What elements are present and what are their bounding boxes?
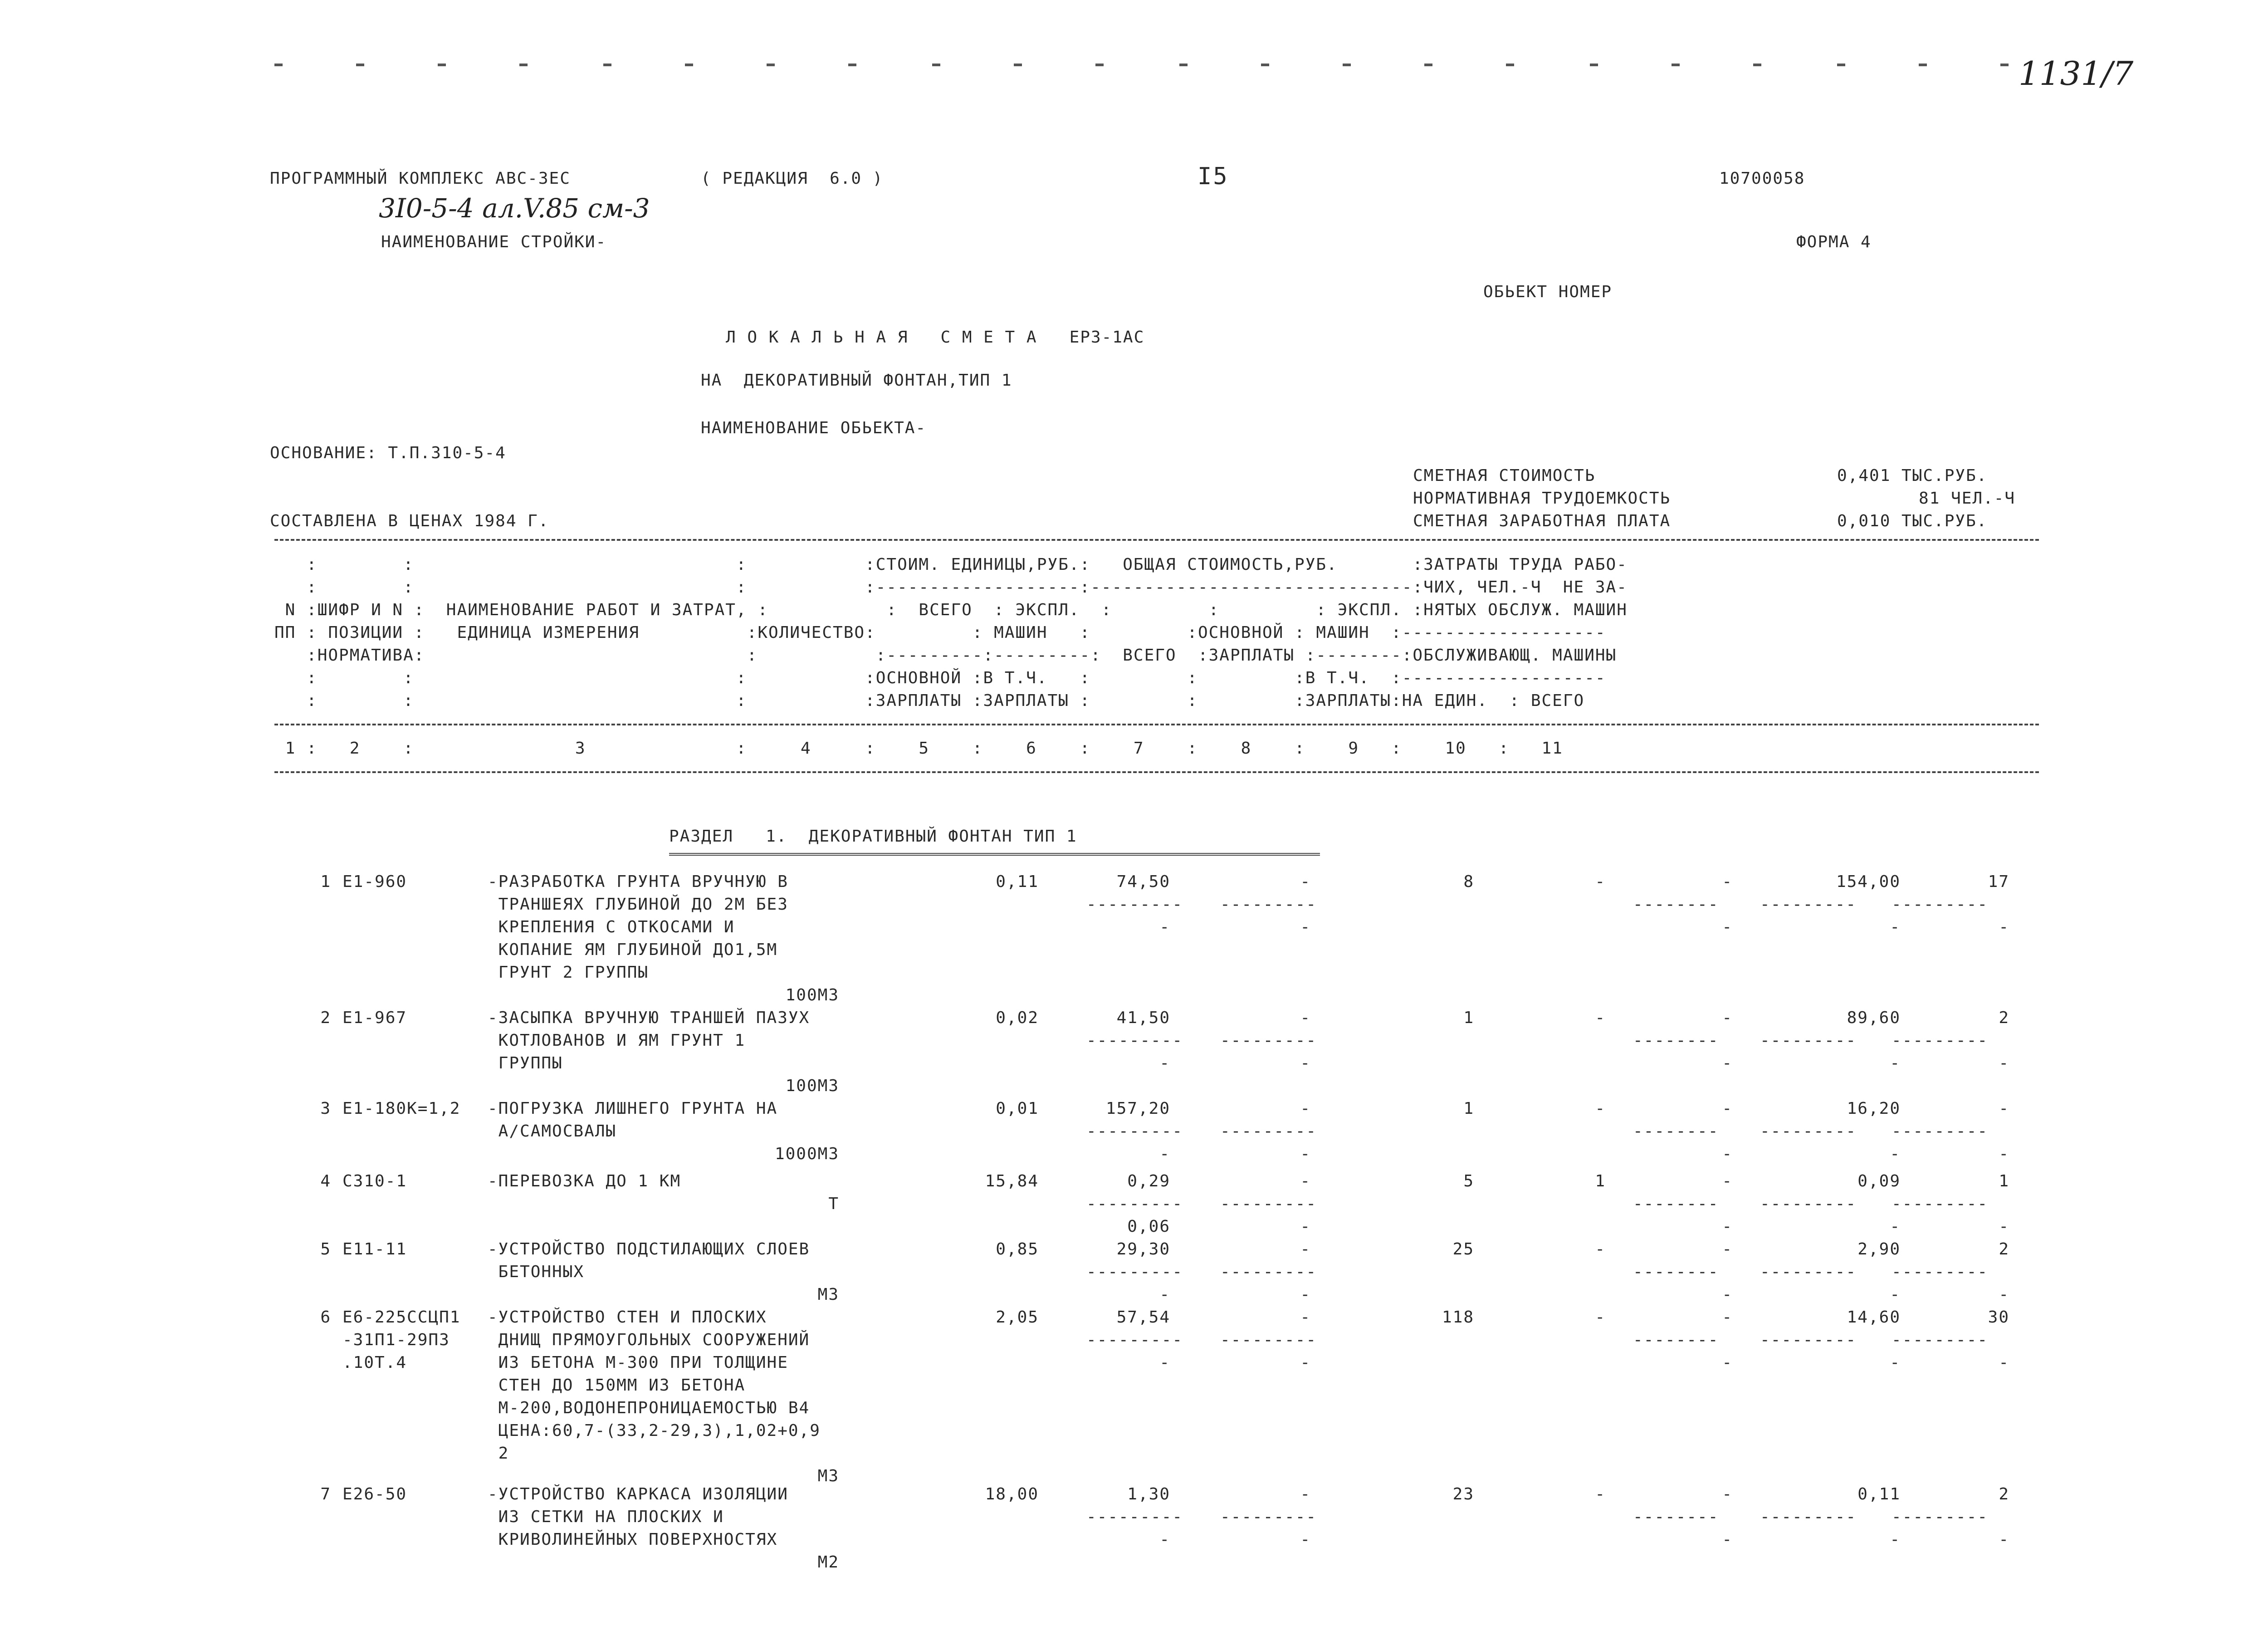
perforation-mark	[767, 64, 775, 66]
row-separator: ---------	[1760, 1031, 1857, 1050]
row-name-line: ЦЕНА:60,7-(33,2-29,3),1,02+0,9	[488, 1421, 821, 1440]
row-number: 1	[320, 872, 331, 891]
row-total: 25	[1452, 1240, 1474, 1259]
row-unit-machine-wages: -	[1300, 1353, 1311, 1372]
row-labor-total: 2	[1999, 1485, 2009, 1504]
row-unit-cost: 74,50	[1116, 872, 1170, 891]
perforation-mark	[1261, 64, 1269, 66]
row-unit-machines: -	[1300, 1172, 1311, 1190]
column-numbers: 1 : 2 : 3 : 4 : 5 : 6 : 7 : 8 : 9 : 10 : 11	[274, 739, 1563, 758]
perforation-mark	[603, 64, 611, 66]
row-machine-wages: -	[1722, 1054, 1733, 1073]
row-separator: ---------	[1760, 1331, 1857, 1349]
row-name-line: КОПАНИЕ ЯМ ГЛУБИНОЙ ДО1,5М	[488, 940, 778, 959]
perforation-mark	[1672, 64, 1680, 66]
row-machine-wages: -	[1722, 1217, 1733, 1236]
row-separator: ---------	[1220, 1122, 1317, 1141]
row-name-line: ИЗ СЕТКИ НА ПЛОСКИХ И	[488, 1508, 724, 1526]
row-unit-machines: -	[1300, 1009, 1311, 1027]
row-unit-wages: -	[1159, 1353, 1170, 1372]
row-code: Е26-50	[342, 1485, 407, 1504]
row-unit-machine-wages: -	[1300, 1285, 1311, 1304]
row-labor-total: -	[1999, 1099, 2009, 1118]
perforation-mark	[1753, 64, 1761, 66]
row-total-machines: -	[1722, 1009, 1733, 1027]
row-labor-machines-total: -	[1999, 1530, 2009, 1549]
row-name-line: ГРУНТ 2 ГРУППЫ	[488, 963, 649, 982]
perforation-mark	[1343, 64, 1351, 66]
row-name-line: 2	[488, 1444, 509, 1463]
sheet-mark: 1131/7	[2019, 54, 2134, 93]
row-total: 1	[1463, 1099, 1474, 1118]
row-unit-machine-wages: -	[1300, 1145, 1311, 1163]
row-total-machines: -	[1722, 1172, 1733, 1190]
row-unit-cost: 0,29	[1127, 1172, 1170, 1190]
row-labor-total: 17	[1988, 872, 2009, 891]
table-header-row: : : : :ЗАРПЛАТЫ :ЗАРПЛАТЫ : : :ЗАРПЛАТЫ:НА ЕДИН. : ВСЕГО	[274, 691, 1585, 710]
row-unit-machines: -	[1300, 872, 1311, 891]
row-unit-machines: -	[1300, 1240, 1311, 1259]
row-labor-total: 1	[1999, 1172, 2009, 1190]
row-separator: ---------	[1760, 895, 1857, 914]
form-number: ФОРМА 4	[1796, 233, 1872, 251]
row-labor-machines-unit: -	[1890, 1054, 1901, 1073]
row-separator: ---------	[1892, 1263, 1989, 1281]
perforation-mark	[685, 64, 693, 66]
row-name-line: -ПОГРУЗКА ЛИШНЕГО ГРУНТА НА	[488, 1099, 778, 1118]
row-quantity: 0,11	[996, 872, 1039, 891]
row-unit-machine-wages: -	[1300, 918, 1311, 936]
row-unit-cost: 157,20	[1105, 1099, 1170, 1118]
row-unit-cost: 57,54	[1116, 1308, 1170, 1327]
section-title: РАЗДЕЛ 1. ДЕКОРАТИВНЫЙ ФОНТАН ТИП 1	[669, 827, 1077, 846]
row-separator: --------	[1633, 1031, 1719, 1050]
row-separator: ---------	[1892, 895, 1989, 914]
row-number: 6	[320, 1308, 331, 1327]
row-total-machines: -	[1722, 1099, 1733, 1118]
row-separator: ---------	[1220, 895, 1317, 914]
row-separator: ---------	[1892, 1195, 1989, 1213]
perforation-mark	[932, 64, 940, 66]
perforation-mark	[274, 64, 283, 66]
row-separator: ---------	[1892, 1331, 1989, 1349]
table-header-row: ПП : ПОЗИЦИИ : ЕДИНИЦА ИЗМЕРЕНИЯ :КОЛИЧЕСТВО: : МАШИН : :ОСНОВНОЙ : МАШИН :-------------------	[274, 623, 1606, 642]
row-unit-cost: 1,30	[1127, 1485, 1170, 1504]
summary-value-wages: 0,010 ТЫС.РУБ.	[1837, 512, 1988, 530]
row-total-machines: -	[1722, 1308, 1733, 1327]
row-separator: ---------	[1220, 1195, 1317, 1213]
row-name-line: -УСТРОЙСТВО КАРКАСА ИЗОЛЯЦИИ	[488, 1485, 788, 1504]
row-name-line: ДНИЩ ПРЯМОУГОЛЬНЫХ СООРУЖЕНИЙ	[488, 1331, 810, 1349]
basis: ОСНОВАНИЕ: Т.П.310-5-4	[270, 444, 506, 462]
row-unit-wages: 0,06	[1127, 1217, 1170, 1236]
row-quantity: 0,02	[996, 1009, 1039, 1027]
row-total-machines: -	[1722, 872, 1733, 891]
row-name-line: -ПЕРЕВОЗКА ДО 1 КМ	[488, 1172, 681, 1190]
perforation-mark	[2000, 64, 2009, 66]
perforation-mark	[1506, 64, 1514, 66]
handwritten-reference: 3I0-5-4 ал.V.85 см-3	[379, 193, 650, 224]
row-unit: М2	[817, 1553, 839, 1572]
perforation-mark	[356, 64, 364, 66]
row-total-wages: -	[1595, 1240, 1606, 1259]
section-underline	[669, 853, 1320, 856]
row-unit-cost: 41,50	[1116, 1009, 1170, 1027]
row-separator: ---------	[1892, 1122, 1989, 1141]
row-unit: Т	[828, 1195, 839, 1213]
row-quantity: 0,01	[996, 1099, 1039, 1118]
row-separator: ---------	[1086, 1331, 1183, 1349]
row-labor-unit: 89,60	[1847, 1009, 1901, 1027]
summary-label-cost: СМЕТНАЯ СТОИМОСТЬ	[1413, 466, 1596, 485]
document-subtitle: НА ДЕКОРАТИВНЫЙ ФОНТАН,ТИП 1	[701, 371, 1012, 390]
row-unit-cost: 29,30	[1116, 1240, 1170, 1259]
row-labor-machines-unit: -	[1890, 1285, 1901, 1304]
row-labor-machines-total: -	[1999, 918, 2009, 936]
row-separator: ---------	[1892, 1508, 1989, 1526]
row-quantity: 15,84	[985, 1172, 1039, 1190]
row-name-line: КОТЛОВАНОВ И ЯМ ГРУНТ 1	[488, 1031, 746, 1050]
row-number: 3	[320, 1099, 331, 1118]
row-labor-machines-unit: -	[1890, 918, 1901, 936]
row-number: 5	[320, 1240, 331, 1259]
row-separator: ---------	[1760, 1122, 1857, 1141]
row-unit-machines: -	[1300, 1308, 1311, 1327]
row-name-line: -ЗАСЫПКА ВРУЧНУЮ ТРАНШЕЙ ПАЗУХ	[488, 1009, 810, 1027]
row-unit-wages: -	[1159, 1530, 1170, 1549]
row-name-line: ГРУППЫ	[488, 1054, 563, 1073]
row-name-line: М-200,ВОДОНЕПРОНИЦАЕМОСТЬЮ В4	[488, 1399, 810, 1417]
row-machine-wages: -	[1722, 918, 1733, 936]
row-labor-unit: 16,20	[1847, 1099, 1901, 1118]
row-unit: 1000М3	[774, 1145, 839, 1163]
row-code: Е1-967	[342, 1009, 407, 1027]
row-labor-machines-total: -	[1999, 1145, 2009, 1163]
row-quantity: 18,00	[985, 1485, 1039, 1504]
row-code: С310-1	[342, 1172, 407, 1190]
row-labor-total: 2	[1999, 1240, 2009, 1259]
row-labor-machines-unit: -	[1890, 1217, 1901, 1236]
row-labor-machines-total: -	[1999, 1217, 2009, 1236]
row-labor-unit: 14,60	[1847, 1308, 1901, 1327]
header-top-rule	[274, 539, 2039, 541]
row-labor-machines-total: -	[1999, 1285, 2009, 1304]
row-machine-wages: -	[1722, 1353, 1733, 1372]
row-unit-machines: -	[1300, 1485, 1311, 1504]
row-separator: --------	[1633, 1263, 1719, 1281]
row-separator: --------	[1633, 1508, 1719, 1526]
object-number: ОБЬЕКТ НОМЕР	[1483, 283, 1613, 301]
perforation-mark	[1095, 64, 1104, 66]
row-code: -31П1-29П3	[342, 1331, 450, 1349]
row-labor-machines-total: -	[1999, 1054, 2009, 1073]
row-total-wages: -	[1595, 1308, 1606, 1327]
row-name-line: СТЕН ДО 150ММ ИЗ БЕТОНА	[488, 1376, 746, 1395]
row-unit-machine-wages: -	[1300, 1054, 1311, 1073]
row-name-line: БЕТОННЫХ	[488, 1263, 585, 1281]
row-unit-machine-wages: -	[1300, 1217, 1311, 1236]
row-quantity: 0,85	[996, 1240, 1039, 1259]
table-header-row: N :ШИФР И N : НАИМЕНОВАНИЕ РАБОТ И ЗАТРАТ, : : ВСЕГО : ЭКСПЛ. : : : ЭКСПЛ. :НЯТЫХ ОБСЛУЖ. МАШИН	[274, 601, 1628, 619]
row-separator: ---------	[1220, 1263, 1317, 1281]
row-total-machines: -	[1722, 1240, 1733, 1259]
row-unit: 100М3	[785, 1077, 839, 1095]
price-basis: СОСТАВЛЕНА В ЦЕНАХ 1984 Г.	[270, 512, 549, 530]
row-code: .10Т.4	[342, 1353, 407, 1372]
summary-label-wages: СМЕТНАЯ ЗАРАБОТНАЯ ПЛАТА	[1413, 512, 1671, 530]
row-labor-total: 30	[1988, 1308, 2009, 1327]
perforation-mark	[519, 64, 528, 66]
row-name-line: ИЗ БЕТОНА М-300 ПРИ ТОЛЩИНЕ	[488, 1353, 788, 1372]
document-title: Л О К А Л Ь Н А Я С М Е Т А ЕРЗ-1АС	[726, 328, 1145, 347]
perforation-mark	[1919, 64, 1927, 66]
page-number: I5	[1198, 163, 1229, 190]
row-code: Е1-180К=1,2	[342, 1099, 461, 1118]
row-total-machines: -	[1722, 1485, 1733, 1504]
summary-value-cost: 0,401 ТЫС.РУБ.	[1837, 466, 1988, 485]
row-machine-wages: -	[1722, 1285, 1733, 1304]
row-code: Е11-11	[342, 1240, 407, 1259]
row-labor-machines-unit: -	[1890, 1353, 1901, 1372]
row-labor-unit: 154,00	[1836, 872, 1901, 891]
row-separator: ---------	[1760, 1508, 1857, 1526]
row-name-line: А/САМОСВАЛЫ	[488, 1122, 617, 1141]
row-separator: ---------	[1086, 895, 1183, 914]
row-separator: ---------	[1892, 1031, 1989, 1050]
row-labor-machines-unit: -	[1890, 1145, 1901, 1163]
row-separator: --------	[1633, 1122, 1719, 1141]
row-separator: --------	[1633, 895, 1719, 914]
row-total: 118	[1442, 1308, 1474, 1327]
row-total-wages: -	[1595, 1485, 1606, 1504]
row-unit-wages: -	[1159, 1054, 1170, 1073]
row-number: 7	[320, 1485, 331, 1504]
row-separator: ---------	[1220, 1031, 1317, 1050]
row-labor-machines-total: -	[1999, 1353, 2009, 1372]
row-quantity: 2,05	[996, 1308, 1039, 1327]
row-separator: ---------	[1220, 1508, 1317, 1526]
perforation-mark	[848, 64, 856, 66]
perforation-mark	[1179, 64, 1188, 66]
site-name-label: НАИМЕНОВАНИЕ СТРОЙКИ-	[381, 233, 607, 251]
row-separator: ---------	[1086, 1195, 1183, 1213]
table-header-row: : : : :СТОИМ. ЕДИНИЦЫ,РУБ.: ОБЩАЯ СТОИМОСТЬ,РУБ. :ЗАТРАТЫ ТРУДА РАБО-	[274, 555, 1628, 574]
row-unit-machines: -	[1300, 1099, 1311, 1118]
row-unit-wages: -	[1159, 918, 1170, 936]
table-header-row: :НОРМАТИВА: : :---------:---------: ВСЕГО :ЗАРПЛАТЫ :--------:ОБСЛУЖИВАЮЩ. МАШИНЫ	[274, 646, 1617, 665]
perforation-mark	[1590, 64, 1598, 66]
row-unit-wages: -	[1159, 1145, 1170, 1163]
row-labor-unit: 2,90	[1857, 1240, 1901, 1259]
row-name-line: -РАЗРАБОТКА ГРУНТА ВРУЧНУЮ В	[488, 872, 788, 891]
row-separator: ---------	[1760, 1195, 1857, 1213]
row-total-wages: -	[1595, 1099, 1606, 1118]
summary-label-labor: НОРМАТИВНАЯ ТРУДОЕМКОСТЬ	[1413, 489, 1671, 508]
program-name: ПРОГРАММНЫЙ КОМПЛЕКС АВС-ЗЕС	[270, 169, 571, 188]
row-separator: ---------	[1086, 1031, 1183, 1050]
row-unit: М3	[817, 1467, 839, 1485]
perforation-mark	[1014, 64, 1022, 66]
row-total: 8	[1463, 872, 1474, 891]
table-header-row: : : : :-------------------:------------------------------:ЧИХ, ЧЕЛ.-Ч НЕ ЗА-	[274, 578, 1628, 597]
row-total: 5	[1463, 1172, 1474, 1190]
row-separator: --------	[1633, 1331, 1719, 1349]
row-name-line: -УСТРОЙСТВО СТЕН И ПЛОСКИХ	[488, 1308, 767, 1327]
perforation-mark	[1837, 64, 1845, 66]
row-unit: М3	[817, 1285, 839, 1304]
row-total-wages: -	[1595, 1009, 1606, 1027]
row-name-line: КРИВОЛИНЕЙНЫХ ПОВЕРХНОСТЯХ	[488, 1530, 778, 1549]
row-separator: ---------	[1086, 1122, 1183, 1141]
header-bottom-rule	[274, 771, 2039, 773]
summary-value-labor: 81 ЧЕЛ.-Ч	[1919, 489, 2016, 508]
object-name-label: НАИМЕНОВАНИЕ ОБЬЕКТА-	[701, 419, 927, 437]
row-total-wages: -	[1595, 872, 1606, 891]
header-mid-rule	[274, 724, 2039, 725]
row-code: Е1-960	[342, 872, 407, 891]
row-labor-unit: 0,11	[1857, 1485, 1901, 1504]
row-separator: ---------	[1220, 1331, 1317, 1349]
row-name-line: КРЕПЛЕНИЯ С ОТКОСАМИ И	[488, 918, 735, 936]
row-labor-machines-unit: -	[1890, 1530, 1901, 1549]
table-header-row: : : : :ОСНОВНОЙ :В Т.Ч. : : :В Т.Ч. :-------------------	[274, 669, 1606, 687]
row-number: 2	[320, 1009, 331, 1027]
row-separator: ---------	[1086, 1508, 1183, 1526]
row-separator: ---------	[1760, 1263, 1857, 1281]
row-labor-unit: 0,09	[1857, 1172, 1901, 1190]
row-name-line: -УСТРОЙСТВО ПОДСТИЛАЮЩИХ СЛОЕВ	[488, 1240, 810, 1259]
doc-code: 10700058	[1719, 169, 1805, 188]
row-total-wages: 1	[1595, 1172, 1606, 1190]
row-code: Е6-225ССЦП1	[342, 1308, 461, 1327]
row-unit-wages: -	[1159, 1285, 1170, 1304]
row-total: 1	[1463, 1009, 1474, 1027]
row-number: 4	[320, 1172, 331, 1190]
row-separator: --------	[1633, 1195, 1719, 1213]
perforation-mark	[1424, 64, 1432, 66]
row-name-line: ТРАНШЕЯХ ГЛУБИНОЙ ДО 2М БЕЗ	[488, 895, 788, 914]
row-total: 23	[1452, 1485, 1474, 1504]
row-labor-total: 2	[1999, 1009, 2009, 1027]
row-unit-machine-wages: -	[1300, 1530, 1311, 1549]
row-machine-wages: -	[1722, 1530, 1733, 1549]
row-separator: ---------	[1086, 1263, 1183, 1281]
perforation-mark	[438, 64, 446, 66]
row-unit: 100М3	[785, 986, 839, 1004]
edition: ( РЕДАКЦИЯ 6.0 )	[701, 169, 884, 188]
row-machine-wages: -	[1722, 1145, 1733, 1163]
